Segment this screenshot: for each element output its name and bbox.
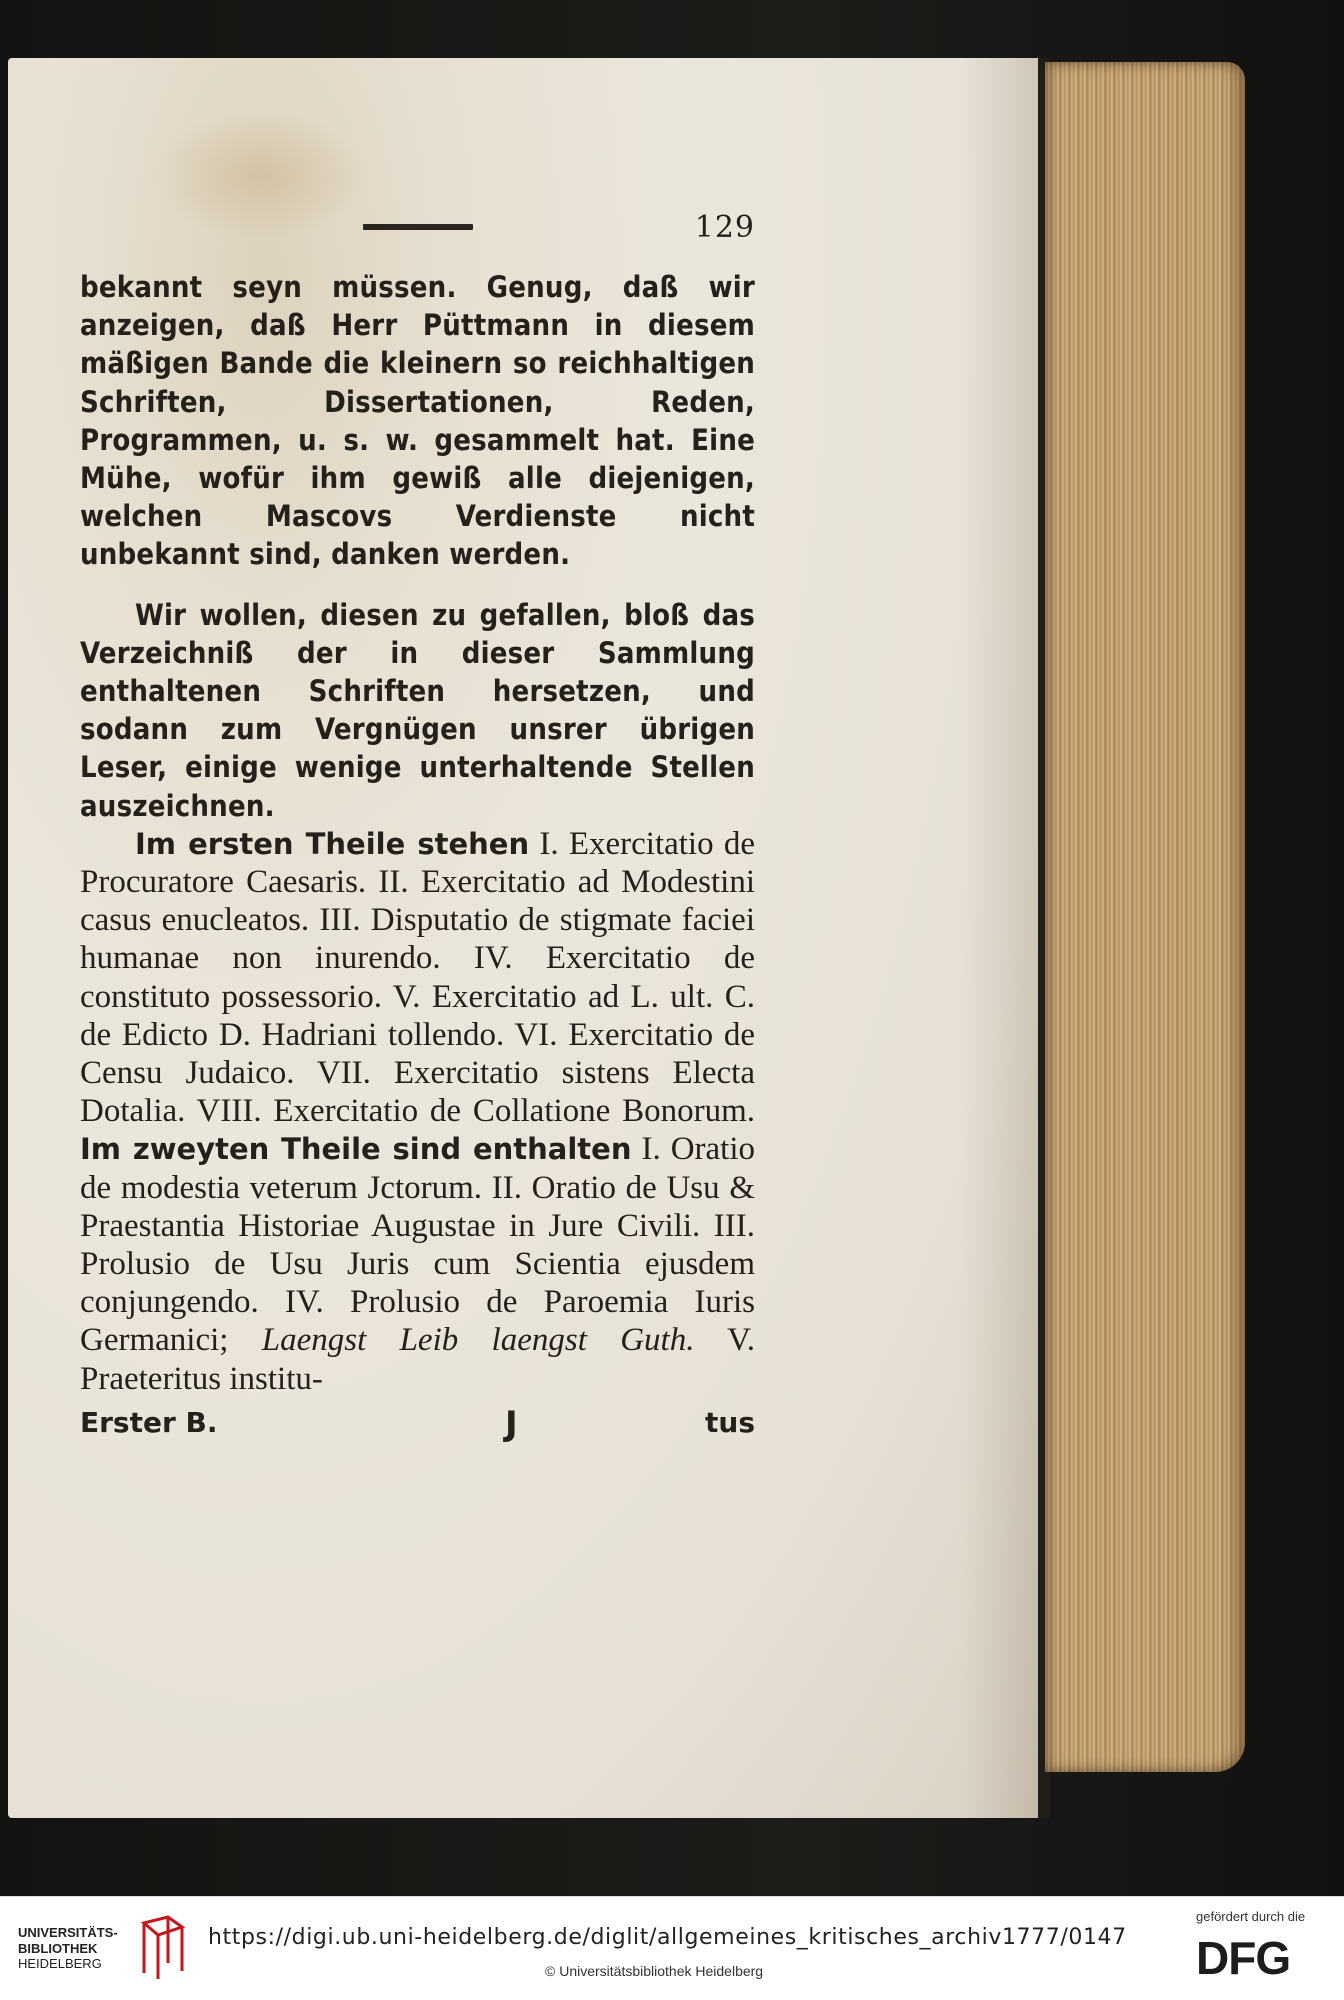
second-part-list: I. Oratio de modestia veterum Jctorum. II. Oratio de Usu & Praestantia Historiae Augustae in Jure Civili. III. Prolusio de Usu Juris cum Scientia ejusdem conjungendo. IV. Prolusio de Paroemia Iuris Germanici; <box>80 1131 756 1359</box>
funder-label: gefördert durch die <box>1196 1909 1306 1924</box>
italic-proverb: Laengst Leib laengst Guth. <box>261 1322 695 1359</box>
signature-line: Erster B. <box>80 1405 218 1439</box>
catchword: tus <box>705 1405 755 1439</box>
running-header <box>80 210 755 260</box>
text-block <box>80 210 755 1448</box>
header-rule <box>363 224 473 230</box>
section-lead: Im ersten Theile stehen <box>135 826 530 861</box>
library-name <box>18 1925 136 1972</box>
page-footer <box>80 1404 755 1448</box>
continuation-text: V. Praeteritus institu- <box>80 1322 755 1397</box>
first-part-list: I. Exercitatio de Procuratore Caesaris. II. Exercitatio ad Modestini casus enucleatos. III. Disputatio de stigmate faciei humanae non inurendo. IV. Exercitatio de constituto possessorio. V. Exercitatio ad L. ult. C. de Edicto D. Hadriani tollendo. VI. Exercitatio de Censu Judaico. VII. Exercitatio sistens Electa Dotalia. VIII. Exercitatio de Collatione Bonorum. <box>80 825 755 1130</box>
library-name-line-1: UNIVERSITÄTS- <box>18 1925 118 1940</box>
library-logo[interactable] <box>18 1913 188 1983</box>
dfg-logo[interactable]: DFG <box>1196 1932 1291 1984</box>
paragraph-2: Wir wollen, diesen zu gefallen, bloß das Verzeichniß der in dieser Sammlung enthaltenen Schriften hersetzen, und sodann zum Vergnügen unsrer übrigen Leser, einige wenige unterhaltende Stellen auszeichnen. <box>80 597 755 823</box>
paragraph-1: bekannt seyn müssen. Genug, daß wir anzeigen, daß Herr Püttmann in diesem mäßigen Bande die kleinern so reichhaltigen Schriften, Dissertationen, Reden, Programmen, u. s. w. gesammelt hat. Eine Mühe, wofür ihm gewiß alle diejenigen, welchen Mascovs Verdienste nicht unbekannt sind, danken werden. <box>80 270 755 572</box>
book-fore-edge <box>1045 62 1245 1772</box>
section-mid: Im zweyten Theile sind enthalten <box>80 1132 632 1167</box>
footer-banner <box>0 1896 1344 2000</box>
page-gutter-shadow <box>960 58 1050 1818</box>
library-mark-icon <box>138 1915 186 1981</box>
copyright-notice: © Universitätsbibliothek Heidelberg <box>545 1963 764 1979</box>
page-number: 129 <box>694 210 755 245</box>
library-name-line-2: BIBLIOTHEK <box>18 1940 98 1956</box>
permalink-url[interactable]: https://digi.ub.uni-heidelberg.de/diglit/allgemeines_kritisches_archiv1777/0147 <box>208 1925 1127 1950</box>
signature-mark: J <box>505 1403 518 1444</box>
library-name-line-3: HEIDELBERG <box>18 1956 102 1971</box>
paragraph-3 <box>80 825 755 1398</box>
